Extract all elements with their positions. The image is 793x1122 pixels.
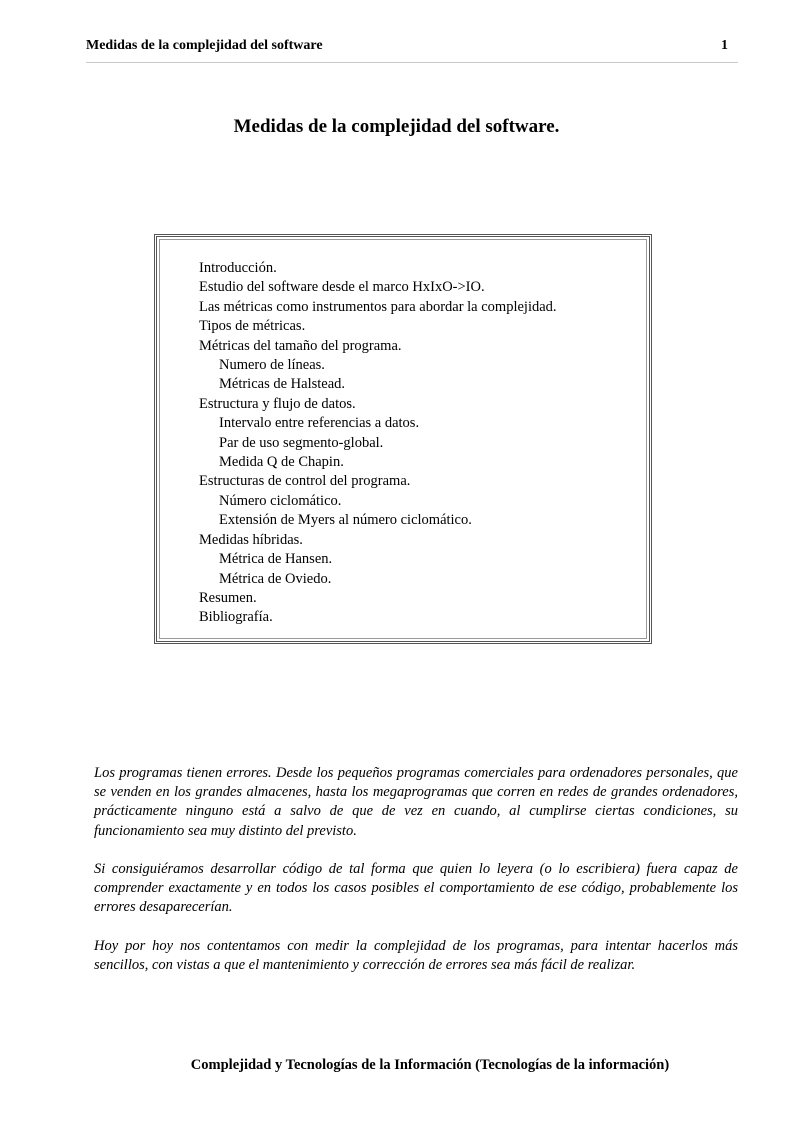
toc-item: Introducción. <box>199 260 277 276</box>
toc-item: Estructuras de control del programa. <box>199 473 411 490</box>
toc-subitem: Medida Q de Chapin. <box>219 454 344 471</box>
intro-text <box>94 764 738 994</box>
toc-item: Tipos de métricas. <box>199 318 306 335</box>
toc-subitem: Intervalo entre referencias a datos. <box>219 415 420 432</box>
table-of-contents-box <box>154 234 652 644</box>
toc-subitem: Par de uso segmento-global. <box>219 434 384 451</box>
toc-item: Medidas híbridas. <box>199 531 303 548</box>
running-header <box>86 36 738 63</box>
page-footer: Complejidad y Tecnologías de la Información (Tecnologías de la información) <box>190 1057 670 1073</box>
toc-subitem: Métricas de Halstead. <box>219 376 346 393</box>
toc-item: Estudio del software desde el marco HxIxO->IO. <box>199 279 485 296</box>
toc-subitem: Numero de líneas. <box>219 357 325 374</box>
intro-paragraph-3: Hoy por hoy nos contentamos con medir la complejidad de los programas, para intentar hacerlos más sencillos, con vistas a que el mantenimiento y corrección de errores sea más fácil de realizar. <box>94 937 738 973</box>
intro-paragraph-1: Los programas tienen errores. Desde los pequeños programas comerciales para ordenadores personales, que se venden en los grandes almacenes, hasta los megaprogramas que corren en redes de grandes ordenadores, prácticamente ninguno está a salvo de que de vez en cuando, al cumplirse ciertas condiciones, su funcionamiento sea muy distinto del previsto. <box>94 765 738 839</box>
page-number: 1 <box>721 38 728 53</box>
toc-subitem: Extensión de Myers al número ciclomático. <box>219 512 472 529</box>
running-header-title: Medidas de la complejidad del software <box>86 38 323 53</box>
toc-item: Bibliografía. <box>199 609 273 626</box>
toc-subitem: Número ciclomático. <box>219 492 342 509</box>
toc-subitem: Métrica de Oviedo. <box>219 570 332 587</box>
toc-subitem: Métrica de Hansen. <box>219 551 333 568</box>
toc-item: Estructura y flujo de datos. <box>199 395 356 412</box>
toc-item: Las métricas como instrumentos para abordar la complejidad. <box>199 298 557 315</box>
table-of-contents <box>199 259 557 628</box>
intro-paragraph-2: Si consiguiéramos desarrollar código de tal forma que quien lo leyera (o lo escribiera) fuera capaz de comprender exactamente y en todos los casos posibles el comportamiento de ese código, probablemente los errores desaparecerían. <box>94 861 738 916</box>
toc-item: Métricas del tamaño del programa. <box>199 337 402 354</box>
document-title: Medidas de la complejidad del software. <box>233 116 560 137</box>
toc-item: Resumen. <box>199 589 257 606</box>
